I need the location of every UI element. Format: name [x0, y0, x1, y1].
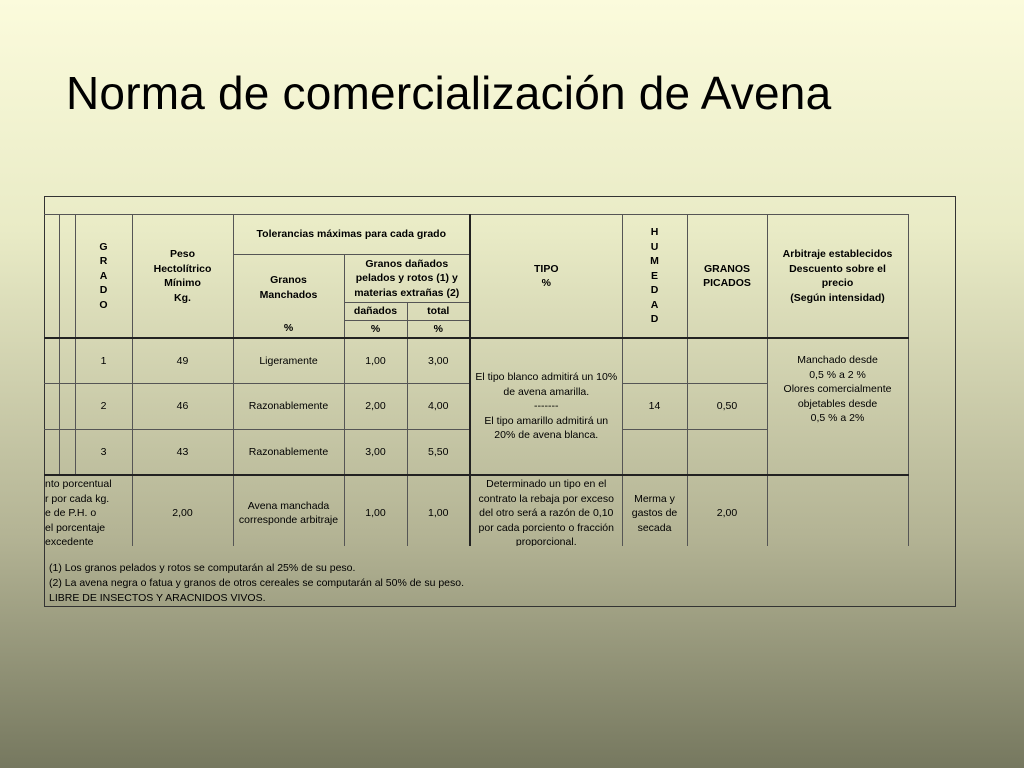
total-cell: 3,00	[407, 338, 470, 383]
footnote-2: (2) La avena negra o fatua y granos de otros cereales se computarán al 50% de su peso.	[49, 577, 465, 589]
text-line: El tipo blanco admitirá un 10%	[475, 371, 618, 384]
humedad-cell: 14	[622, 383, 687, 429]
manchados-cell: Razonablemente	[233, 383, 344, 429]
manchados-header	[233, 255, 344, 321]
text-line: PICADOS	[703, 277, 751, 289]
danados-cell: 3,00	[344, 429, 407, 475]
table-row	[44, 338, 908, 383]
text-line: U	[650, 240, 659, 253]
text-line: Olores comercialmente	[783, 383, 892, 395]
text-line: M	[650, 255, 659, 268]
text-line: Merma y	[634, 492, 675, 505]
text-line: A	[99, 269, 108, 282]
text-line: O	[99, 298, 108, 311]
text-line: (Según intensidad)	[790, 291, 885, 304]
picados-header	[687, 215, 767, 339]
text-line: R	[99, 255, 108, 268]
text-line: e de P.H. o	[45, 507, 97, 519]
text-line: de avena amarilla.	[503, 385, 590, 398]
manchados-cell: Ligeramente	[233, 338, 344, 383]
text-line: E	[651, 269, 659, 282]
text-line: Manchados	[259, 288, 318, 301]
text-line: del otro será a razón de 0,10	[479, 507, 614, 519]
tipo-cell	[470, 338, 622, 475]
picados-cell: 0,50	[687, 383, 767, 429]
text-line: proporcional.	[515, 536, 577, 546]
humedad-header	[622, 215, 687, 339]
danados-subheader: dañados	[344, 303, 407, 321]
text-line: A	[650, 298, 659, 311]
text-line: Peso	[169, 248, 196, 260]
peso-header	[132, 215, 233, 339]
text-line: por cada porciento o fracción	[478, 521, 614, 534]
footnotes	[49, 561, 464, 606]
text-line: H	[650, 226, 659, 239]
text-line: 0,5 % a 2%	[810, 412, 865, 424]
text-line: objetables desde	[797, 397, 878, 410]
text-line: contrato la rebaja por exceso	[478, 492, 614, 505]
text-line: D	[99, 284, 108, 297]
tolerancias-header: Tolerancias máximas para cada grado	[233, 215, 470, 255]
grado-cell: 2	[75, 383, 132, 429]
text-line: materias extrañas (2)	[354, 286, 460, 299]
text-line: Granos dañados	[365, 257, 449, 270]
final-tipo-cell	[470, 475, 622, 546]
text-line: Avena manchada	[247, 499, 330, 512]
text-line: El tipo amarillo admitirá un	[484, 414, 609, 427]
text-line: D	[650, 313, 659, 326]
arbitraje-cell	[767, 338, 908, 475]
final-picados-cell: 2,00	[687, 475, 767, 546]
text-line: Descuento sobre el	[789, 262, 886, 275]
text-line: precio	[821, 277, 854, 289]
peso-cell: 49	[132, 338, 233, 383]
text-line: 0,5 % a 2 %	[809, 368, 866, 381]
text-line: Granos	[270, 274, 307, 286]
tipo-header-unit: %	[541, 277, 551, 289]
total-cell: 4,00	[407, 383, 470, 429]
final-manchados-cell	[233, 475, 344, 546]
final-humedad-cell	[622, 475, 687, 546]
text-line: Arbitraje establecidos	[782, 248, 893, 260]
danados-cell: 1,00	[344, 338, 407, 383]
total-unit: %	[407, 320, 470, 338]
text-line: nto porcentual	[45, 478, 112, 490]
text-line: GRANOS	[703, 262, 751, 275]
final-total-cell: 1,00	[407, 475, 470, 546]
text-line: pelados y rotos (1) y	[355, 272, 458, 285]
danados-cell: 2,00	[344, 383, 407, 429]
text-line: excedente	[45, 536, 94, 546]
tipo-header	[470, 215, 622, 339]
table-row	[44, 475, 908, 546]
text-line: corresponde arbitraje	[238, 514, 339, 527]
peso-cell: 46	[132, 383, 233, 429]
manchados-unit: %	[233, 320, 344, 338]
norma-table	[44, 214, 909, 546]
grado-cell: 3	[75, 429, 132, 475]
text-line: -------	[534, 400, 559, 413]
manchados-cell: Razonablemente	[233, 429, 344, 475]
text-line: 20% de avena blanca.	[494, 429, 599, 442]
text-line: gastos de	[631, 507, 678, 519]
danados-header	[344, 255, 470, 303]
grado-header	[75, 215, 132, 339]
total-subheader: total	[407, 303, 470, 321]
tipo-header-label: TIPO	[534, 262, 559, 275]
text-line: D	[650, 284, 659, 297]
footnote-free: LIBRE DE INSECTOS Y ARACNIDOS VIVOS.	[49, 592, 266, 604]
danados-unit: %	[344, 320, 407, 338]
text-line: Kg.	[174, 291, 191, 304]
final-grado-cell	[44, 475, 132, 546]
total-cell: 5,50	[407, 429, 470, 475]
peso-cell: 43	[132, 429, 233, 475]
text-line: r por cada kg.	[45, 492, 110, 505]
text-line: Manchado desde	[797, 354, 878, 366]
slide-title: Norma de comercialización de Avena	[66, 67, 832, 119]
grado-cell: 1	[75, 338, 132, 383]
text-line: G	[99, 240, 108, 253]
final-danados-cell: 1,00	[344, 475, 407, 546]
norma-table-container	[44, 214, 914, 546]
footnote-1: (1) Los granos pelados y rotos se computarán al 25% de su peso.	[49, 562, 356, 574]
arbitraje-header	[767, 215, 908, 339]
final-peso-cell: 2,00	[132, 475, 233, 546]
text-line: Determinado un tipo en el	[486, 478, 607, 490]
text-line: secada	[637, 521, 672, 534]
text-line: Hectolítrico	[153, 262, 212, 275]
text-line: Mínimo	[164, 277, 201, 289]
text-line: el porcentaje	[45, 521, 106, 534]
